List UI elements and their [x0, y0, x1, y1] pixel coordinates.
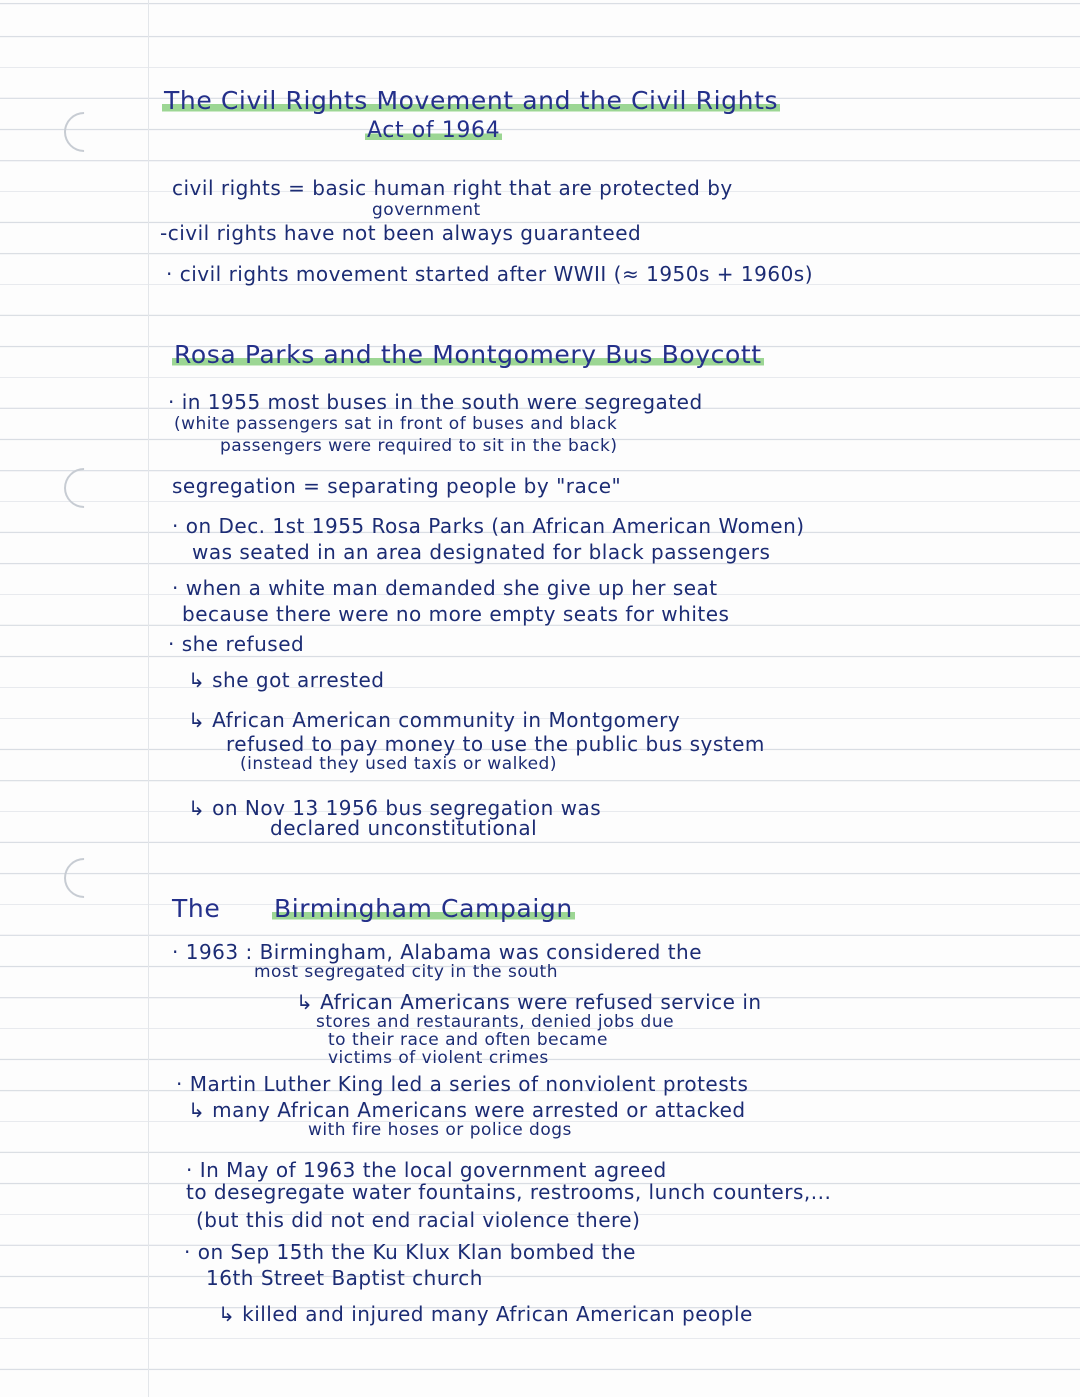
title-line-2: Act of 1964 [367, 118, 501, 143]
intro-line: government [372, 200, 481, 220]
rosa-line: refused to pay money to use the public bus system [226, 732, 765, 756]
rosa-line: ↳ she got arrested [188, 668, 385, 692]
birmingham-line: ↳ killed and injured many African American people [218, 1302, 753, 1326]
birmingham-line: · on Sep 15th the Ku Klux Klan bombed the [184, 1240, 636, 1264]
rosa-line: segregation = separating people by "race" [172, 474, 622, 498]
birmingham-line: (but this did not end racial violence there) [196, 1208, 641, 1232]
birmingham-line: 16th Street Baptist church [206, 1266, 483, 1290]
birmingham-line: · 1963 : Birmingham, Alabama was considered the [172, 940, 703, 964]
binder-hole [56, 850, 113, 907]
rosa-line: ↳ on Nov 13 1956 bus segregation was [188, 796, 602, 820]
birmingham-line: to their race and often became [328, 1030, 608, 1050]
margin-line [148, 0, 149, 1397]
rosa-line: (instead they used taxis or walked) [240, 754, 557, 774]
rosa-line: · she refused [168, 632, 305, 656]
birmingham-line: ↳ many African Americans were arrested or attacked [188, 1098, 746, 1122]
binder-hole [56, 460, 113, 517]
intro-line: · civil rights movement started after WWII (≈ 1950s + 1960s) [166, 262, 814, 286]
birmingham-line: · In May of 1963 the local government agreed [186, 1158, 667, 1182]
birmingham-line: with fire hoses or police dogs [308, 1120, 572, 1140]
rosa-line: declared unconstitutional [270, 816, 538, 840]
birmingham-line: to desegregate water fountains, restrooms, lunch counters,... [186, 1180, 832, 1204]
birmingham-heading-prefix: The [172, 894, 221, 923]
rosa-line: · in 1955 most buses in the south were segregated [168, 390, 703, 414]
rosa-heading: Rosa Parks and the Montgomery Bus Boycott [174, 340, 762, 369]
rosa-line: · when a white man demanded she give up her seat [172, 576, 718, 600]
rosa-line: was seated in an area designated for black passengers [192, 540, 771, 564]
birmingham-heading: Birmingham Campaign [274, 894, 573, 923]
title-line-1: The Civil Rights Movement and the Civil Rights [164, 86, 779, 115]
birmingham-line: victims of violent crimes [328, 1048, 549, 1068]
intro-line: civil rights = basic human right that are protected by [172, 176, 733, 200]
rosa-line: · on Dec. 1st 1955 Rosa Parks (an African American Women) [172, 514, 805, 538]
birmingham-line: ↳ African Americans were refused service in [296, 990, 762, 1014]
intro-line: -civil rights have not been always guaranteed [160, 221, 642, 245]
rosa-line: ↳ African American community in Montgomery [188, 708, 681, 732]
binder-hole [56, 104, 113, 161]
birmingham-line: · Martin Luther King led a series of nonviolent protests [176, 1072, 749, 1096]
rosa-line: passengers were required to sit in the back) [220, 436, 618, 456]
birmingham-line: stores and restaurants, denied jobs due [316, 1012, 675, 1032]
rosa-line: because there were no more empty seats for whites [182, 602, 730, 626]
birmingham-line: most segregated city in the south [254, 962, 558, 982]
rosa-line: (white passengers sat in front of buses and black [174, 414, 618, 434]
